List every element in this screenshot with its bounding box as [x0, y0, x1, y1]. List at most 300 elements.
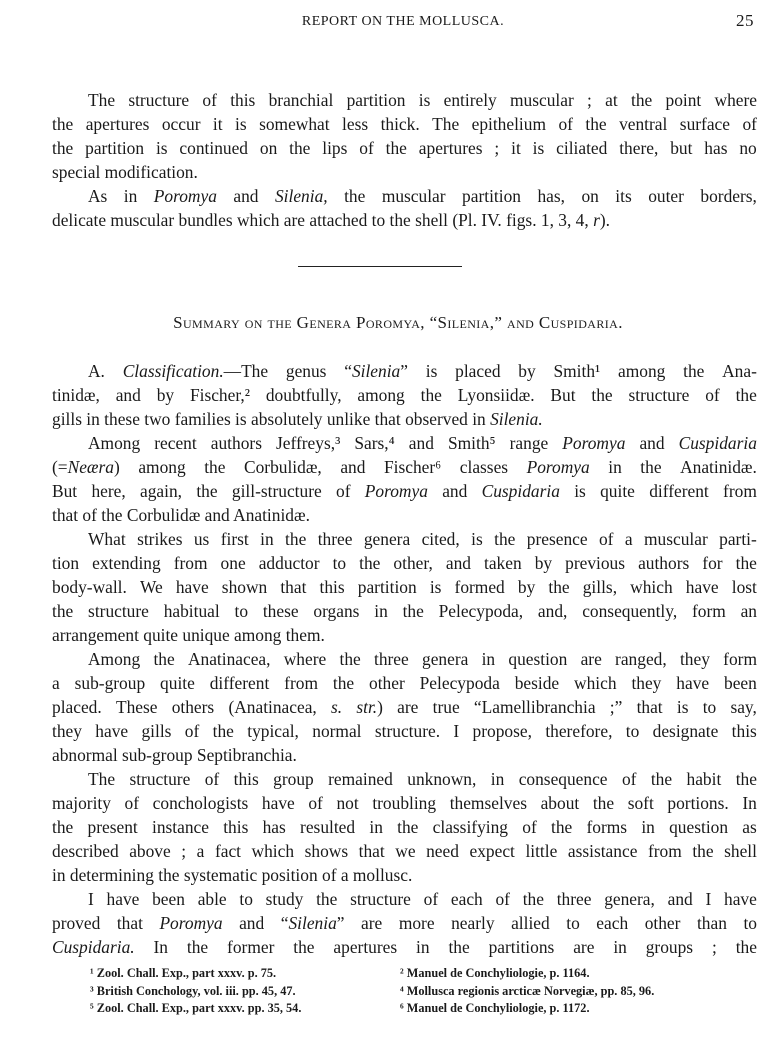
text-run: formed: [454, 577, 505, 597]
text-run: cited,: [421, 529, 460, 549]
word: [686, 577, 719, 597]
text-run: majority: [52, 793, 111, 813]
text-run: in: [490, 769, 505, 789]
text-run: typical,: [247, 721, 299, 741]
word: [538, 601, 567, 621]
word: [357, 385, 404, 405]
text-run: are: [361, 913, 383, 933]
word: [359, 138, 374, 158]
word: [331, 697, 342, 717]
text-run: muscular: [644, 529, 708, 549]
text-run: Anatinidæ.: [680, 457, 757, 477]
word: [422, 649, 468, 669]
word: [190, 385, 250, 405]
text-run: from: [173, 553, 208, 573]
text-run: to: [702, 697, 717, 717]
text-run: and: [442, 481, 468, 501]
text-run: in: [123, 186, 138, 206]
text-run: of: [522, 817, 537, 837]
word: [156, 138, 168, 158]
text-run: epithelium: [471, 114, 546, 134]
word: [446, 553, 471, 573]
word: [333, 553, 347, 573]
text-run: question: [508, 649, 568, 669]
text-run: the: [735, 769, 757, 789]
text-run: the: [339, 649, 361, 669]
text-run: the: [591, 385, 613, 405]
text-run: form: [691, 601, 726, 621]
word: [52, 937, 135, 957]
word: [458, 385, 535, 405]
italic-run: Silenia.: [490, 409, 543, 429]
word: [204, 457, 225, 477]
text-run: others: [171, 697, 215, 717]
text-run: to: [239, 889, 253, 909]
word: [599, 529, 614, 549]
word: [407, 769, 476, 789]
text-run: doubtfully,: [265, 385, 342, 405]
text-run: the: [289, 138, 311, 158]
text-run: is: [155, 138, 168, 158]
text-run: from: [647, 841, 682, 861]
word: [369, 673, 405, 693]
word: [154, 937, 169, 957]
text-run: this: [731, 721, 757, 741]
text-run: and,: [537, 601, 568, 621]
text-run: they: [679, 649, 710, 669]
text-run: and: [445, 553, 471, 573]
text-run: Sars,⁴: [354, 433, 395, 453]
word: [715, 90, 757, 110]
text-run: not: [336, 793, 359, 813]
text-run: ranged,: [615, 649, 667, 669]
text-run: in determining the systematic position of a mollusc.: [52, 865, 413, 885]
text-line: [88, 186, 757, 206]
section-heading: Summary on the Genera Poromya, “Silenia,” and Cuspidaria.: [173, 313, 623, 332]
text-run: these: [262, 601, 299, 621]
word: [52, 481, 77, 501]
word: [123, 361, 268, 381]
text-run: surface: [679, 114, 730, 134]
footnote: ⁶ Manuel de Conchyliologie, p. 1172.: [400, 1001, 590, 1015]
text-run: three: [317, 529, 353, 549]
text-run: structure.: [374, 721, 441, 741]
text-run: than: [696, 913, 727, 933]
text-run: we: [395, 841, 416, 861]
word: [52, 913, 100, 933]
word: [523, 889, 544, 909]
word: [541, 793, 580, 813]
word: [399, 913, 435, 933]
text-run: authors: [210, 433, 262, 453]
text-run: fact: [214, 841, 241, 861]
text-run: in: [369, 817, 383, 837]
text-run: remained: [328, 769, 393, 789]
text-run: partition: [462, 186, 521, 206]
text-run: of: [598, 529, 614, 549]
text-run: is: [429, 577, 442, 597]
word: [88, 186, 107, 206]
word: [259, 553, 320, 573]
word: [511, 138, 521, 158]
text-run: the: [402, 601, 424, 621]
text-run: genera,: [604, 889, 655, 909]
word: [359, 841, 385, 861]
text-run: question: [669, 817, 729, 837]
word: [630, 577, 673, 597]
word: [344, 186, 365, 206]
text-line: [52, 865, 757, 885]
word: [550, 385, 575, 405]
text-run: the: [592, 793, 615, 813]
word: [176, 577, 209, 597]
text-run: muscular: [510, 90, 574, 110]
text-run: portions.: [667, 793, 729, 813]
text-line: [52, 817, 757, 837]
word: [88, 769, 115, 789]
word: [244, 457, 322, 477]
text-run: Corbulidæ,: [243, 457, 322, 477]
text-run: ;: [711, 937, 717, 957]
text-run: allied: [511, 913, 550, 933]
text-run: the: [640, 457, 662, 477]
text-line: [52, 793, 757, 813]
text-run: structure: [350, 889, 411, 909]
text-run: former: [227, 937, 275, 957]
word: [631, 673, 661, 693]
word: [235, 601, 249, 621]
text-run: at: [605, 90, 618, 110]
text-run: and: [340, 457, 366, 477]
word: [107, 889, 140, 909]
text-run: three: [373, 649, 409, 669]
text-run: the: [735, 937, 757, 957]
text-line: [52, 841, 757, 861]
text-run: Pelecypoda,: [438, 601, 524, 621]
word: [608, 457, 622, 477]
text-run: quite: [160, 673, 195, 693]
text-run: ventral: [619, 114, 668, 134]
text-run: each: [450, 889, 483, 909]
word: [596, 913, 628, 933]
text-run: These: [115, 697, 158, 717]
word: [645, 913, 681, 933]
text-run: again,: [140, 481, 183, 501]
text-run: of: [423, 889, 439, 909]
word: [179, 138, 248, 158]
word: [687, 769, 722, 789]
word: [638, 553, 689, 573]
text-run: is: [235, 114, 247, 134]
word: [724, 841, 757, 861]
text-run: But: [550, 385, 576, 405]
word: [610, 697, 623, 717]
word: [450, 793, 527, 813]
italic-run: Silenia: [288, 913, 337, 933]
text-run: genera: [363, 529, 411, 549]
footnote: ³ British Conchology, vol. iii. pp. 45, 47.: [90, 983, 296, 998]
text-run: but: [670, 138, 693, 158]
word: [741, 601, 757, 621]
word: [518, 361, 535, 381]
word: [92, 553, 161, 573]
text-run: apertures: [418, 138, 483, 158]
word: [124, 186, 138, 206]
text-run: about: [540, 793, 580, 813]
word: [736, 385, 757, 405]
text-line: [88, 361, 757, 381]
text-line: [88, 649, 757, 669]
text-run: previous: [565, 553, 626, 573]
word: [365, 481, 428, 501]
word: [667, 793, 728, 813]
word: [88, 433, 140, 453]
word: [626, 721, 640, 741]
text-run: a: [624, 529, 633, 549]
word: [75, 673, 146, 693]
text-run: true: [432, 697, 460, 717]
word: [313, 601, 359, 621]
text-run: in: [374, 601, 388, 621]
text-run: (Anatinacea,: [228, 697, 317, 717]
text-run: forms: [586, 817, 628, 837]
word: [227, 937, 274, 957]
word: [223, 817, 248, 837]
text-run: Smith⁵: [447, 433, 496, 453]
text-run: The: [88, 90, 116, 110]
text-run: for: [702, 553, 723, 573]
text-run: has,: [537, 186, 565, 206]
word: [194, 529, 209, 549]
word: [426, 361, 438, 381]
text-run: that of the Corbulidæ and Anatinidæ.: [52, 505, 310, 525]
text-run: the: [385, 138, 407, 158]
text-run: there,: [619, 138, 659, 158]
word: [736, 937, 757, 957]
text-run: ): [377, 697, 383, 717]
text-run: I: [453, 721, 460, 741]
word: [491, 769, 505, 789]
text-run: where: [283, 649, 327, 669]
word: [52, 457, 120, 477]
text-run: have: [175, 577, 209, 597]
word: [723, 481, 757, 501]
section-divider: [298, 266, 462, 267]
word: [95, 721, 128, 741]
text-run: ;”: [609, 697, 623, 717]
text-run: the: [344, 186, 366, 206]
text-run: of: [621, 769, 637, 789]
text-run: that: [636, 697, 663, 717]
word: [138, 457, 185, 477]
word: [683, 361, 704, 381]
word: [160, 673, 195, 693]
word: [508, 649, 567, 669]
word: [451, 913, 494, 933]
text-run: outer: [648, 186, 684, 206]
word: [342, 114, 368, 134]
text-run: to: [743, 913, 757, 933]
text-run: groups: [645, 937, 694, 957]
text-run: body-wall.: [52, 577, 127, 597]
text-run: I: [705, 889, 712, 909]
word: [88, 817, 138, 837]
word: [736, 769, 757, 789]
text-run: habitual: [163, 601, 220, 621]
word: [230, 90, 255, 110]
text-run: the: [683, 361, 705, 381]
text-run: branchial: [268, 90, 334, 110]
word: [129, 841, 171, 861]
text-run: lips: [322, 138, 348, 158]
word: [266, 385, 342, 405]
text-run: the: [204, 457, 226, 477]
footnote: ⁵ Zool. Chall. Exp., part xxxv. pp. 35, 54.: [90, 1001, 302, 1015]
word: [88, 889, 94, 909]
text-run: of: [558, 114, 573, 134]
text-run: among: [138, 457, 186, 477]
word: [573, 937, 594, 957]
word: [482, 481, 560, 501]
word: [86, 114, 150, 134]
text-run: one: [220, 553, 246, 573]
word: [565, 553, 625, 573]
text-run: the: [494, 529, 516, 549]
word: [369, 817, 383, 837]
word: [551, 817, 572, 837]
word: [116, 697, 158, 717]
word: [153, 649, 174, 669]
text-run: have: [261, 793, 295, 813]
text-run: in: [481, 649, 496, 669]
text-line: [52, 385, 757, 405]
text-run: different: [209, 673, 270, 693]
text-run: “: [344, 361, 352, 381]
word: [328, 769, 393, 789]
text-line: [52, 601, 757, 621]
word: [260, 138, 277, 158]
text-run: structure: [129, 769, 191, 789]
italic-run: Silenia,: [274, 186, 328, 206]
text-run: —The: [223, 361, 269, 381]
text-run: this: [233, 769, 259, 789]
word: [140, 577, 163, 597]
text-run: from: [723, 481, 757, 501]
text-run: the: [551, 817, 573, 837]
word: [615, 649, 667, 669]
text-run: recent: [154, 433, 197, 453]
word: [680, 649, 710, 669]
text-run: of: [204, 769, 220, 789]
text-run: soft: [627, 793, 654, 813]
word: [202, 90, 217, 110]
word: [581, 186, 598, 206]
word: [52, 577, 127, 597]
text-run: instance: [151, 817, 209, 837]
italic-run: Cuspidaria.: [52, 937, 135, 957]
word: [259, 114, 330, 134]
word: [164, 601, 220, 621]
word: [88, 529, 126, 549]
word: [426, 841, 459, 861]
text-run: Fischer⁶: [383, 457, 442, 477]
text-run: ;: [181, 841, 187, 861]
text-run: partition: [357, 577, 417, 597]
word: [732, 721, 757, 741]
text-run: The: [432, 114, 460, 134]
word: [702, 553, 722, 573]
word: [205, 769, 220, 789]
text-run: The: [88, 769, 116, 789]
word: [181, 841, 186, 861]
word: [525, 841, 557, 861]
text-run: among: [357, 385, 405, 405]
word: [670, 138, 692, 158]
word: [587, 817, 628, 837]
word: [548, 577, 569, 597]
text-run: range: [509, 433, 549, 453]
text-run: an: [740, 601, 757, 621]
text-run: is: [574, 481, 586, 501]
word: [453, 721, 459, 741]
text-run: parti-: [719, 529, 757, 549]
word: [252, 841, 295, 861]
text-run: group: [273, 769, 314, 789]
text-run: to: [332, 553, 347, 573]
word: [420, 673, 500, 693]
italic-run: Poromya: [562, 433, 626, 453]
text-run: gills: [141, 721, 172, 741]
word: [432, 114, 459, 134]
text-run: are: [580, 649, 602, 669]
italic-run: Poromya: [526, 457, 590, 477]
word: [116, 385, 141, 405]
text-run: first: [220, 529, 249, 549]
word: [640, 457, 661, 477]
text-line: [88, 529, 757, 549]
word: [619, 138, 658, 158]
text-run: ;: [494, 138, 500, 158]
italic-run: str.: [356, 697, 378, 717]
text-run: the: [153, 649, 175, 669]
text-run: a: [196, 841, 205, 861]
word: [308, 793, 323, 813]
text-run: “: [280, 913, 289, 933]
text-run: Ana-: [722, 361, 757, 381]
word: [519, 769, 608, 789]
text-line: [52, 138, 757, 158]
text-run: Jeffreys,³: [276, 433, 341, 453]
text-run: here,: [91, 481, 126, 501]
italic-run: Cuspidaria: [481, 481, 560, 501]
word: [154, 433, 196, 453]
word: [471, 529, 483, 549]
word: [393, 553, 432, 573]
word: [235, 114, 247, 134]
text-run: and: [667, 889, 693, 909]
italic-run: Silenia: [351, 361, 401, 381]
word: [293, 937, 314, 957]
text-run: placed.: [52, 697, 102, 717]
text-run: the: [359, 553, 381, 573]
text-run: on: [259, 138, 278, 158]
text-run: are: [573, 937, 595, 957]
word: [697, 913, 727, 933]
page-number: 25: [736, 11, 754, 30]
text-run: three: [556, 889, 592, 909]
word: [361, 913, 382, 933]
word: [140, 481, 182, 501]
